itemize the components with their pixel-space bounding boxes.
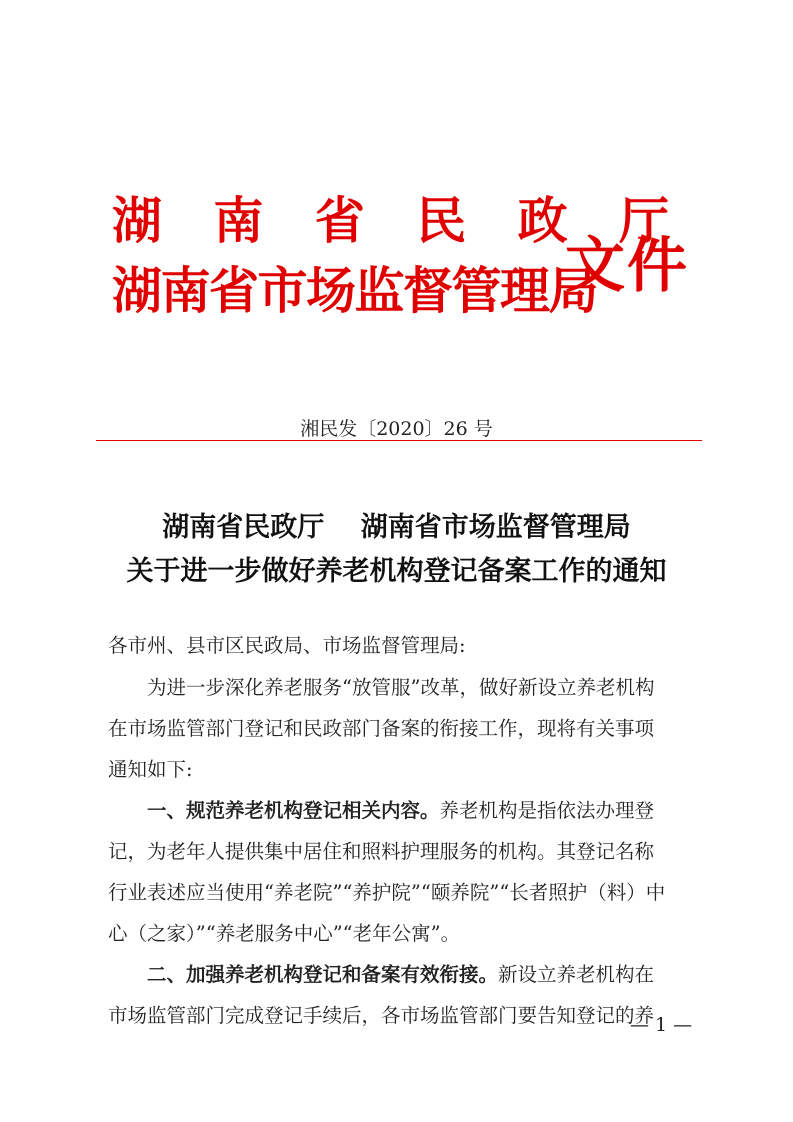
header-red-rule [96,440,702,441]
section2-first-line [147,965,654,985]
section1-line-3: 行业表述应当使用“养老院”“养护院”“颐养院”“长者照护（料）中 [108,881,666,904]
section1-first-line-rest: 养老机构是指依法办理登 [439,799,655,822]
header-issuer-civil-affairs: 湖 南 省 民 政 厅 [112,192,687,250]
section1-line-2: 记，为老年人提供集中居住和照料护理服务的机构。其登记名称 [108,840,655,863]
document-title-line2: 关于进一步做好养老机构登记备案工作的通知 [126,556,667,587]
intro-line-3: 通知如下: [108,758,193,781]
section1-first-line [147,801,654,821]
salutation: 各市州、县市区民政局、市场监督管理局: [108,634,466,657]
header-document-suffix: 文件 [565,231,689,301]
intro-line-2: 在市场监管部门登记和民政部门备案的衔接工作，现将有关事项 [108,717,655,740]
section1-heading: 一、规范养老机构登记相关内容。 [147,799,440,822]
section2-first-line-rest: 新设立养老机构在 [498,963,655,986]
section2-heading: 二、加强养老机构登记和备案有效衔接。 [147,963,499,986]
intro-line-1: 为进一步深化养老服务“放管服”改革，做好新设立养老机构 [147,676,655,699]
page-number: — 1 — [630,1014,693,1036]
section1-line-4: 心（之家）”“养老服务中心”“老年公寓”。 [108,922,461,945]
header-issuer-market-regulation: 湖南省市场监督管理局 [112,262,597,320]
section2-line-2: 市场监管部门完成登记手续后，各市场监管部门要告知登记的养 [108,1004,655,1027]
document-title-line1: 湖南省民政厅 湖南省市场监督管理局 [162,512,631,543]
document-number: 湘民发〔2020〕26 号 [300,418,493,440]
